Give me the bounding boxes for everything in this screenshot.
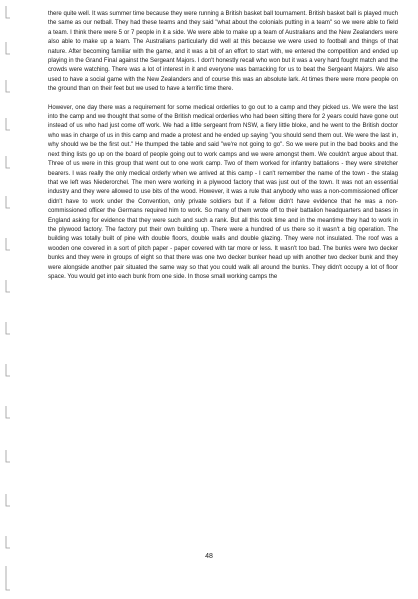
document-body (48, 10, 398, 291)
binding-margin-marks (4, 0, 14, 599)
binding-marks-graphic (4, 0, 14, 599)
page-number: 48 (205, 553, 213, 560)
paragraph-work-camp: However, one day there was a requirement for some medical orderlies to go out to a camp and they picked us. We were the last into the camp and we thought that some of the British medical orderlies who had been sitting there for 2 years could have gone out instead of us who had just come off work. We had a little sergeant from NSW, a fiery little bloke, and he went to the British doctor who was in charge of us in this camp and made a protest and he ended up saying "you should send them out. We were the last in, why should we be the first out." He thumped the table and said "we're not going to go". So we were put in the bad books and the next thing lists go up on the board of people going out to work camps and we were amongst them. We couldn't argue about that. Three of us were in this group that went out to one work camp. Two of them worked for infantry battalions - they were stretcher bearers. I was really the only medical orderly when we arrived at this camp - I can't remember the name of the town - the stalag that we left was Niederorchel. The men were working in a plywood factory that was just out of the town. It was not an essential industry and they were allowed to use bits of the wood. However, it was a rule that anybody who was a non-commissioned officer didn't have to work under the Convention, only private soldiers but if a fellow didn't have evidence that he was a non-commissioned officer the Germans required him to work. So many of them wrote off to their battalion headquarters and bases in England asking for evidence that they were such and such a rank. But all this took time and in the meantime they had to work in the plywood factory. The factory put their own building up. There were a hundred of us there so it wasn't a big operation. The building was totally built of pine with double floors, double walls and double glazing. They were not insulated. The roof was a wooden one covered in a sort of pitch paper - paper covered with tar more or less. It wasn't too bad. The bunks were two decker bunks and they were in groups of eight so that there was one two decker bunker head up with another two decker bunk and they were alongside another pair situated the same way so that you could walk all around the bunks. They didn't occupy a lot of floor space. You would get into each bunk from one side. In those small working camps the (48, 104, 398, 280)
paragraph-basketball: there quite well. It was summer time because they were running a British basket ball tournament. British basket ball is played much the same as our netball. They had these teams and they said "what about the colonials putting in a team" so we were able to field a team. I think there were 5 or 7 people in it a side. We were able to make up a team of Australians and the New Zealanders were also able to make up a team. The Australians particularly did well at this because we were used to football and things of that nature. After becoming familiar with the game, and it was a bit of an effort to start with, we entered the competition and ended up playing in the Grand Final against the Sergeant Majors. I don't honestly recall who won but it was a very hard fought match and the crowds were watching. There was a lot of interest in it and everyone was barracking for us to beat the Sergeant Majors. We also used to have a social game with the New Zealanders and of course this was an absolute lark. At times there were more people on the ground than on their feet but we used to have a terrific time there. (48, 11, 398, 93)
